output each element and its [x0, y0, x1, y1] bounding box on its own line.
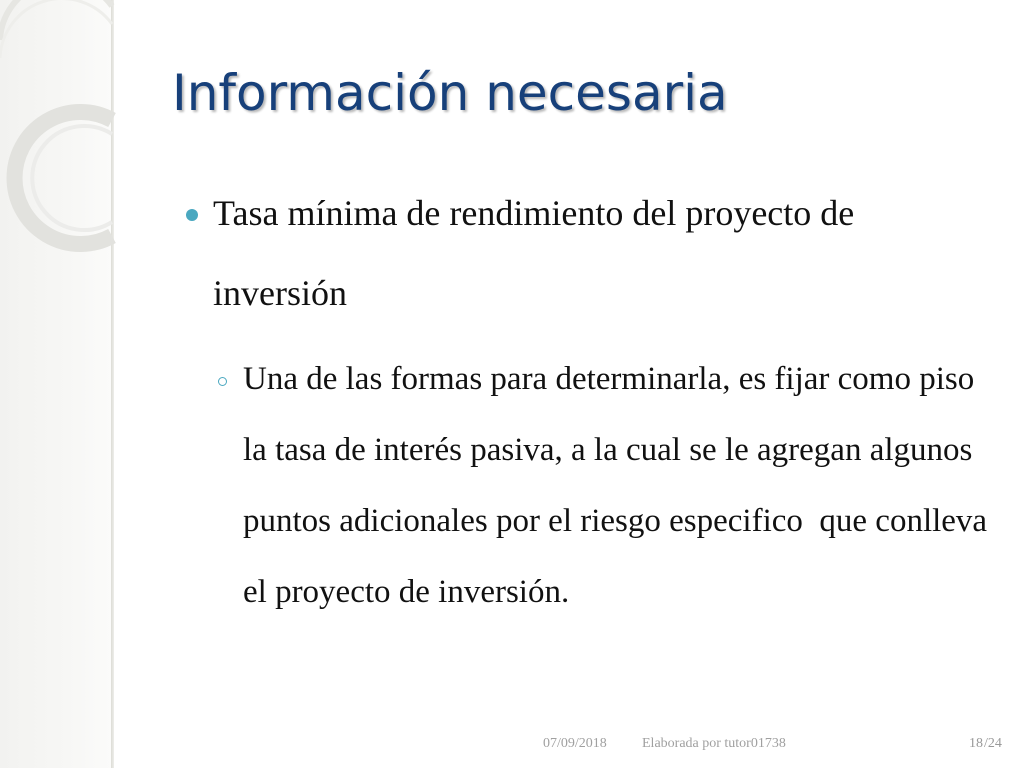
page-total: /24 — [984, 736, 1002, 751]
bullet-item — [186, 191, 976, 333]
bullet-dot-icon — [186, 209, 198, 221]
bullet-text: Tasa mínima de rendimiento del proyecto de inversión — [213, 193, 855, 313]
bullet-ring-icon — [218, 377, 227, 386]
footer-date: 07/09/2018 — [543, 736, 607, 751]
decorative-circles — [0, 0, 140, 260]
page-current: 18 — [969, 736, 983, 751]
footer-author: Elaborada por tutor01738 — [642, 736, 786, 751]
slide-title: Información necesaria — [172, 64, 728, 122]
footer-page-number — [969, 736, 1002, 752]
sub-bullet-item — [218, 358, 998, 628]
sub-bullet-text: Una de las formas para determinarla, es fijar como piso la tasa de interés pasiva, a la cual se le agregan algunos puntos adicionales por el riesgo especifico que conlleva el proyecto de inversión. — [243, 361, 996, 610]
